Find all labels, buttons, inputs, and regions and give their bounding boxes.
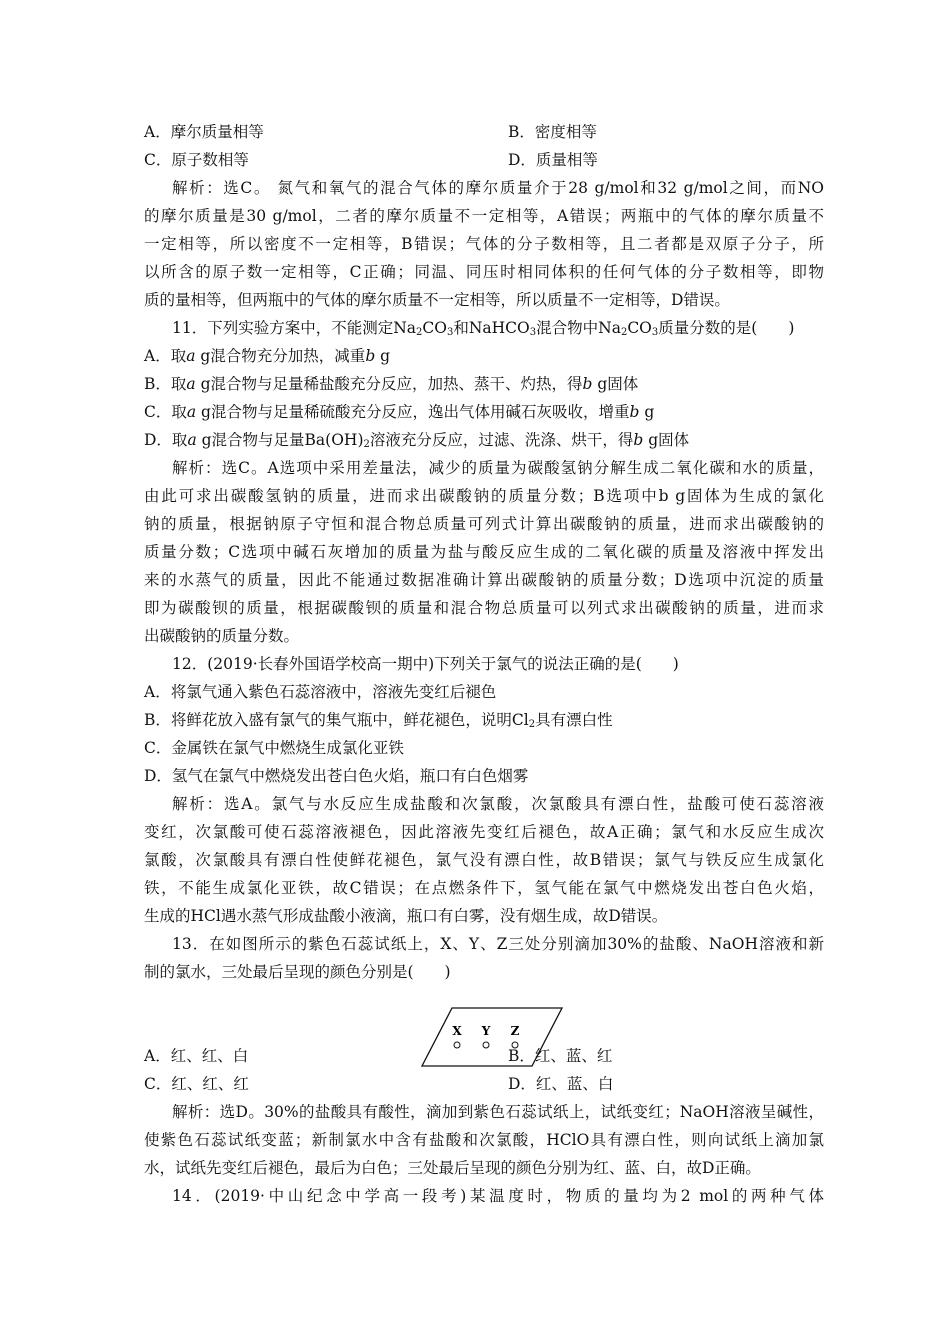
- q12-option-d: D．氢气在氯气中燃烧发出苍白色火焰，瓶口有白色烟雾: [144, 767, 529, 785]
- q10-option-b: B．密度相等: [508, 123, 597, 141]
- q11-analysis-line: 即为碳酸钡的质量，根据碳酸钡的质量和混合物总质量可以列式求出碳酸钠的质量，进而求: [144, 599, 824, 617]
- q10-option-a: A．摩尔质量相等: [144, 123, 264, 141]
- q13-option-b: B．红、蓝、红: [508, 1047, 613, 1065]
- q12-option-b: B．将鲜花放入盛有氯气的集气瓶中，鲜花褪色，说明$Cl_2$具有漂白性: [144, 711, 613, 730]
- q10-analysis-line: 一定相等，所以密度不一定相等，B错误；气体的分子数相等，且二者都是双原子分子，所: [144, 235, 824, 253]
- q11-analysis-line: 由此可求出碳酸氢钠的质量，进而求出碳酸钠的质量分数；B选项中b g固体为生成的氯化: [144, 487, 824, 505]
- q10-analysis-line: 的摩尔质量是30 g/mol，二者的摩尔质量不一定相等，A错误；两瓶中的气体的摩尔质量不: [144, 207, 824, 225]
- q11-analysis-line: 钠的质量，根据钠原子守恒和混合物总质量可列式计算出碳酸钠的质量，进而求出碳酸钠的: [144, 515, 824, 533]
- label-x: X: [452, 1024, 462, 1038]
- q11-option-d: D．取a g混合物与足量$Ba(OH)_2$溶液充分反应，过滤、洗涤、烘干，得b g固体: [144, 431, 690, 450]
- q11-stem: 11．下列实验方案中，不能测定$Na_2CO_3$和NaHCO$_3$混合物中$Na_2CO_3$质量分数的是( ): [172, 319, 795, 338]
- q13-stem-line: 制的氯水，三处最后呈现的颜色分别是( ): [144, 963, 451, 981]
- q10-option-row-2: [144, 150, 824, 170]
- q10-analysis-line: 以所含的原子数一定相等，C正确；同温、同压时相同体积的任何气体的分子数相等，即物: [144, 263, 824, 281]
- q12-option-a: A．将氯气通入紫色石蕊溶液中，溶液先变红后褪色: [144, 683, 497, 701]
- q11-option-c: C．取a g混合物与足量稀硫酸充分反应，逸出气体用碱石灰吸收，增重b g: [144, 403, 655, 421]
- q11-analysis-line: 来的水蒸气的质量，因此不能通过数据准确计算出碳酸钠的质量分数；D选项中沉淀的质量: [144, 571, 824, 589]
- q14-stem: 14．(2019·中山纪念中学高一段考)某温度时，物质的量均为2 mol的两种气体: [172, 1187, 824, 1205]
- q13-analysis-line: 使紫色石蕊试纸变蓝；新制氯水中含有盐酸和次氯酸，HClO具有漂白性，则向试纸上滴加氯: [144, 1131, 824, 1149]
- q12-analysis-line: 生成的HCl遇水蒸气形成盐酸小液滴，瓶口有白雾，没有烟生成，故D错误。: [144, 907, 668, 925]
- q13-option-row-2: [144, 1074, 824, 1094]
- q10-option-row-1: [144, 122, 824, 142]
- q12-analysis-line: 解析：选A。氯气与水反应生成盐酸和次氯酸，次氯酸具有漂白性，盐酸可使石蕊溶液: [172, 795, 824, 813]
- q13-option-a: A．红、红、白: [144, 1047, 249, 1065]
- q13-option-row-1: [144, 1046, 824, 1066]
- q12-stem: 12．(2019·长春外国语学校高一期中)下列关于氯气的说法正确的是( ): [172, 655, 679, 673]
- q12-option-c: C．金属铁在氯气中燃烧生成氯化亚铁: [144, 739, 404, 757]
- q13-option-c: C．红、红、红: [144, 1075, 249, 1093]
- q11-option-b: B．取a g混合物与足量稀盐酸充分反应，加热、蒸干、灼热，得b g固体: [144, 375, 639, 393]
- q13-option-d: D．红、蓝、白: [508, 1075, 614, 1093]
- label-z: Z: [510, 1024, 520, 1038]
- q13-analysis-line: 水，试纸先变红后褪色，最后为白色；三处最后呈现的颜色分别为红、蓝、白，故D正确。: [144, 1159, 761, 1177]
- q11-analysis-line: 出碳酸钠的质量分数。: [144, 627, 300, 645]
- q11-option-a: A．取a g混合物充分加热，减重b g: [144, 347, 391, 365]
- q13-analysis-line: 解析：选D。30%的盐酸具有酸性，滴加到紫色石蕊试纸上，试纸变红；NaOH溶液呈碱性，: [172, 1103, 824, 1121]
- q11-analysis-line: 解析：选C。A选项中采用差量法，减少的质量为碳酸氢钠分解生成二氧化碳和水的质量，: [172, 459, 824, 477]
- q12-analysis-line: 铁，不能生成氯化亚铁，故C错误；在点燃条件下，氢气能在氯气中燃烧发出苍白色火焰，: [144, 879, 824, 897]
- q10-analysis-line: 解析：选C。 氮气和氧气的混合气体的摩尔质量介于28 g/mol和32 g/mol之间，而NO: [172, 179, 824, 197]
- q13-stem-line: 13．在如图所示的紫色石蕊试纸上，X、Y、Z三处分别滴加30%的盐酸、NaOH溶液和新: [172, 935, 824, 953]
- q12-analysis-line: 氯酸，次氯酸具有漂白性使鲜花褪色，氯气没有漂白性，故B错误；氯气与铁反应生成氯化: [144, 851, 824, 869]
- q11-analysis-line: 质量分数；C选项中碱石灰增加的质量为盐与酸反应生成的二氧化碳的质量及溶液中挥发出: [144, 543, 824, 561]
- q10-option-c: C．原子数相等: [144, 151, 249, 169]
- label-y: Y: [481, 1024, 491, 1038]
- q10-option-d: D．质量相等: [508, 151, 598, 169]
- q12-analysis-line: 变红，次氯酸可使石蕊溶液褪色，因此溶液先变红后褪色，故A正确；氯气和水反应生成次: [144, 823, 824, 841]
- q10-analysis-line: 质的量相等，但两瓶中的气体的摩尔质量不一定相等，所以质量不一定相等，D错误。: [144, 291, 730, 309]
